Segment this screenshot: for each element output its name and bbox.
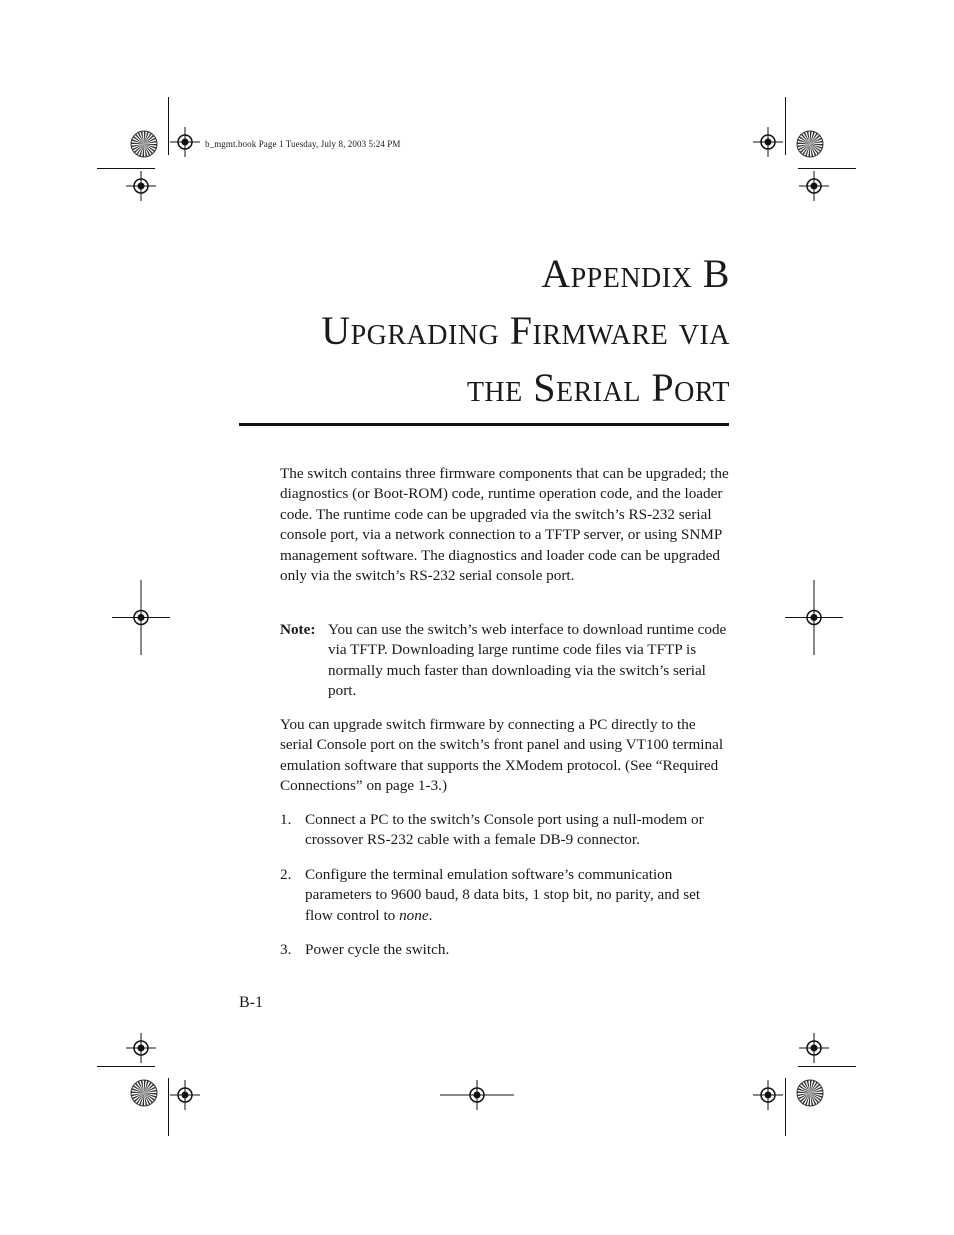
body-paragraph [280, 715, 730, 797]
step-text: Connect a PC to the switch’s Console port using a null-modem or crossover RS-232 cable with a female DB-9 connector. [305, 811, 704, 849]
page-title [210, 245, 730, 416]
step-number: 1. [280, 811, 292, 828]
note-text: You can use the switch’s web interface to download runtime code via TFTP. Downloading large runtime code files via TFTP is normally much faster than downloading via the switch’s serial port. [328, 621, 727, 700]
crop-line [798, 1066, 856, 1067]
step-text-main: Configure the terminal emulation software’s communication parameters to 9600 baud, 8 data bits, 1 stop bit, no parity, and set flow control to [305, 866, 701, 924]
title-line-2: Upgrading Firmware via [321, 308, 730, 353]
crop-line [97, 1066, 155, 1067]
registration-target-icon [799, 1033, 829, 1063]
intro-text: The switch contains three firmware components that can be upgraded; the diagnostics (or Boot-ROM) code, runtime operation code, and the loader code. The runtime code can be upgraded via the switch’s RS-232 serial console port, via a network connection to a TFTP server, or using SNMP management software. The diagnostics and loader code can be upgraded only via the switch’s RS-232 serial console port. [280, 465, 729, 585]
crop-line [785, 97, 786, 155]
step-number: 3. [280, 941, 292, 958]
print-slug: b_mgmt.book Page 1 Tuesday, July 8, 2003 5:24 PM [205, 139, 401, 149]
starburst-target-icon [796, 1079, 824, 1107]
registration-target-icon [170, 127, 200, 157]
crop-line [168, 1078, 169, 1136]
title-rule [239, 423, 729, 426]
starburst-target-icon [796, 130, 824, 158]
note-label: Note: [280, 621, 316, 638]
step-text-end: . [428, 906, 433, 924]
starburst-target-icon [130, 1079, 158, 1107]
starburst-target-icon [130, 130, 158, 158]
registration-target-icon [753, 127, 783, 157]
step-text-emphasis: none [399, 906, 429, 924]
list-item [280, 940, 730, 960]
page-number: B-1 [239, 994, 263, 1011]
intro-paragraph [280, 464, 730, 586]
step-text: Power cycle the switch. [305, 941, 450, 958]
step-number: 2. [280, 866, 292, 883]
para2-text: You can upgrade switch firmware by connecting a PC directly to the serial Console port on the switch’s front panel and using VT100 terminal emulation software that supports the XModem protocol. (See “Required Connections” on page 1-3.) [280, 716, 724, 795]
title-line-3: the Serial Port [466, 365, 730, 410]
crop-line [785, 1078, 786, 1136]
title-line-1: Appendix B [541, 251, 730, 296]
crop-line [168, 97, 169, 155]
registration-target-icon [126, 171, 156, 201]
step-text [305, 865, 730, 926]
registration-target-icon [799, 171, 829, 201]
registration-target-icon [785, 580, 843, 655]
registration-target-icon [753, 1080, 783, 1110]
list-item [280, 810, 730, 851]
registration-target-icon [112, 580, 170, 655]
registration-target-icon [170, 1080, 200, 1110]
crop-line [97, 168, 155, 169]
list-item [280, 865, 730, 926]
crop-line [798, 168, 856, 169]
note-block [280, 620, 730, 702]
registration-target-icon [440, 1080, 514, 1110]
registration-target-icon [126, 1033, 156, 1063]
